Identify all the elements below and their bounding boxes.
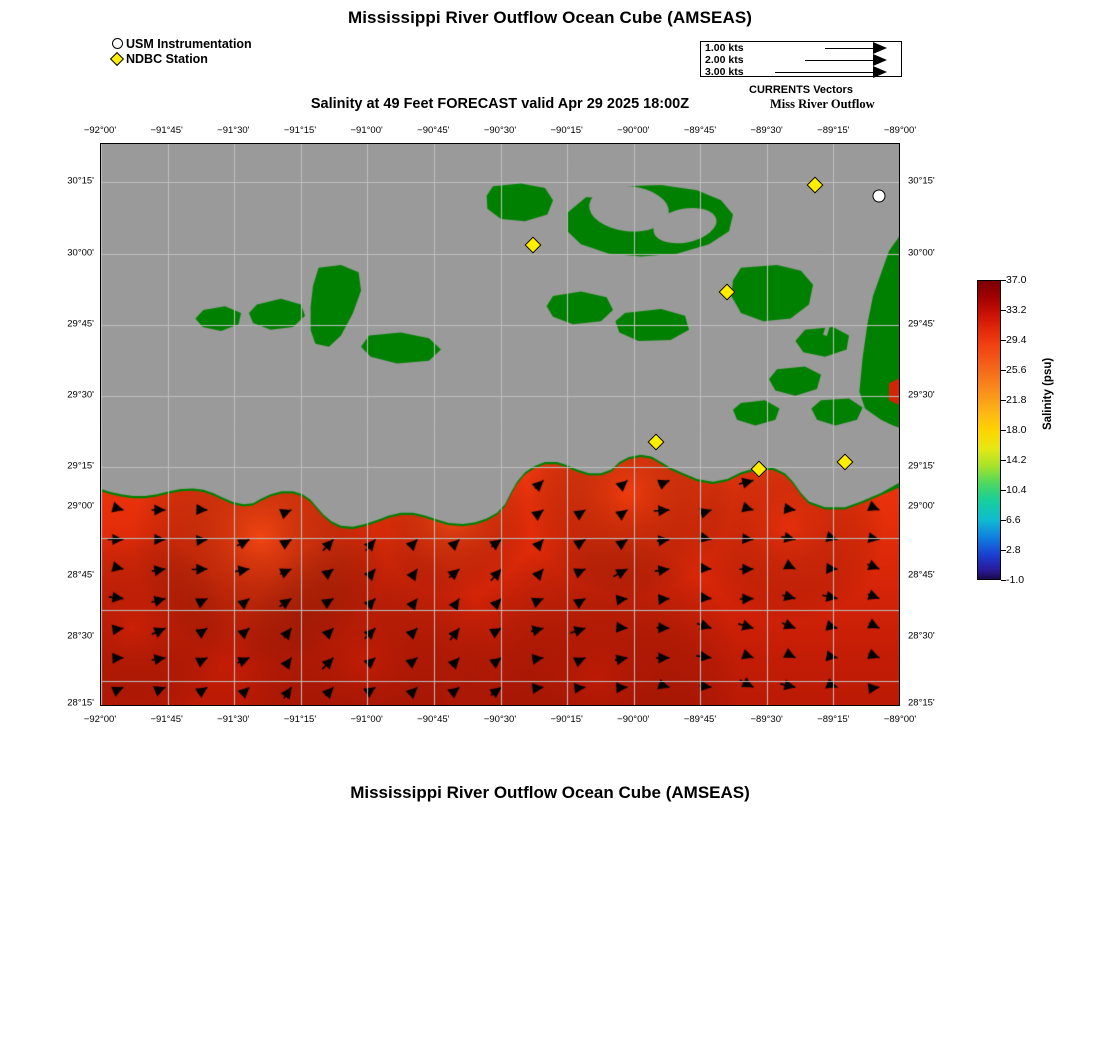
x-axis-tick-bottom: −91°15': [283, 714, 317, 725]
colorbar-tick-label: 37.0: [1006, 274, 1027, 286]
vector-key-arrow-1: [873, 42, 887, 54]
vector-key-arrow-2: [873, 54, 887, 66]
x-axis-tick-top: −90°00': [617, 125, 650, 136]
vector-key-row-2: [701, 54, 901, 66]
map-canvas[interactable]: [101, 144, 900, 706]
x-axis-tick-bottom: −92°00': [83, 714, 117, 725]
colorbar: [977, 280, 1001, 580]
colorbar-tick-label: 33.2: [1006, 304, 1027, 316]
colorbar-tick-mark: [1001, 340, 1006, 341]
colorbar-tick-label: 14.2: [1006, 454, 1027, 466]
colorbar-tick-label: 6.6: [1006, 514, 1021, 526]
x-axis-tick-top: −91°00': [350, 125, 383, 136]
x-axis-tick-bottom: −91°45': [150, 714, 183, 725]
diamond-icon: [108, 54, 126, 64]
x-axis-tick-bottom: −90°30': [483, 714, 517, 725]
x-axis-tick-bottom: −90°00': [617, 714, 650, 725]
y-axis-tick-right: 29°45': [908, 318, 935, 330]
y-axis-tick-right: 30°00': [908, 247, 935, 258]
vector-key-line-3: [775, 72, 873, 73]
colorbar-tick-label: 18.0: [1006, 424, 1027, 436]
currents-caption: CURRENTS Vectors: [749, 84, 853, 96]
colorbar-axis-label: Salinity (psu): [1042, 357, 1054, 430]
colorbar-tick-label: 10.4: [1006, 484, 1027, 496]
map-plot-area[interactable]: [100, 143, 900, 706]
x-axis-tick-top: −89°45': [683, 125, 717, 136]
y-axis-tick-left: 30°00': [67, 247, 94, 258]
river-outflow-label: Miss River Outflow: [770, 97, 875, 111]
colorbar-tick-label: 25.6: [1006, 364, 1027, 376]
y-axis-tick-left: 28°30': [67, 630, 94, 642]
y-axis-tick-left: 29°45': [67, 318, 94, 330]
legend-label-usm: USM Instrumentation: [126, 36, 252, 51]
vector-key-line-1: [825, 48, 873, 49]
y-axis-tick-right: 28°45': [908, 569, 935, 581]
colorbar-tick-mark: [1001, 460, 1006, 461]
y-axis-tick-right: 28°15': [908, 697, 935, 709]
x-axis-tick-bottom: −90°45': [417, 714, 450, 725]
page-title: Mississippi River Outflow Ocean Cube (AMSEAS): [347, 8, 753, 27]
x-axis-tick-bottom: −89°30': [750, 714, 783, 725]
vector-key-arrow-3: [873, 66, 887, 78]
colorbar-tick-mark: [1001, 550, 1006, 551]
y-axis-tick-right: 29°30': [908, 389, 935, 401]
map-legend: [108, 36, 252, 66]
y-axis-tick-right: 28°30': [908, 630, 935, 642]
x-axis-tick-top: −91°45': [150, 125, 183, 136]
colorbar-tick-mark: [1001, 520, 1006, 521]
colorbar-tick-mark: [1001, 310, 1006, 311]
colorbar-tick-label: -1.0: [1006, 574, 1025, 586]
map-subtitle: Salinity at 49 Feet FORECAST valid Apr 29 2025 18:00Z: [310, 96, 690, 112]
legend-item-ndbc: [108, 51, 252, 66]
vector-key-row-3: [701, 66, 901, 78]
x-axis-tick-bottom: −89°00': [883, 714, 917, 725]
y-axis-tick-left: 29°30': [67, 389, 94, 401]
circle-icon: [108, 38, 126, 49]
vector-key-row-1: [701, 42, 901, 54]
colorbar-tick-label: 2.8: [1006, 544, 1021, 556]
x-axis-tick-top: −89°15': [817, 125, 850, 136]
x-axis-tick-bottom: −91°00': [350, 714, 383, 725]
x-axis-tick-top: −91°15': [283, 125, 317, 136]
x-axis-tick-bottom: −91°30': [217, 714, 250, 725]
y-axis-tick-right: 29°15': [908, 460, 935, 472]
colorbar-tick-mark: [1001, 580, 1006, 581]
legend-item-usm: [108, 36, 252, 51]
y-axis-tick-left: 28°45': [67, 569, 94, 581]
x-axis-tick-bottom: −89°45': [683, 714, 717, 725]
vector-key-label-2: 2.00 kts: [705, 54, 744, 66]
y-axis-tick-left: 30°15': [67, 175, 94, 187]
colorbar-tick-mark: [1001, 490, 1006, 491]
y-axis-tick-left: 29°00': [67, 500, 94, 512]
colorbar-tick-label: 29.4: [1006, 334, 1027, 346]
x-axis-tick-bottom: −90°15': [550, 714, 583, 725]
legend-label-ndbc: NDBC Station: [126, 51, 208, 66]
y-axis-tick-left: 28°15': [67, 697, 94, 709]
x-axis-tick-top: −90°45': [417, 125, 450, 136]
y-axis-tick-right: 30°15': [908, 175, 935, 187]
x-axis-tick-bottom: −89°15': [817, 714, 850, 725]
x-axis-tick-top: −90°30': [483, 125, 517, 136]
vector-key-line-2: [805, 60, 873, 61]
x-axis-tick-top: −89°00': [883, 125, 917, 136]
x-axis-tick-top: −92°00': [83, 125, 117, 136]
colorbar-tick-mark: [1001, 400, 1006, 401]
vector-key-label-1: 1.00 kts: [705, 42, 744, 54]
x-axis-tick-top: −89°30': [750, 125, 783, 136]
y-axis-tick-left: 29°15': [67, 460, 94, 472]
bottom-title: Mississippi River Outflow Ocean Cube (AMSEAS): [350, 783, 750, 802]
currents-vector-key: [700, 41, 902, 77]
colorbar-tick-mark: [1001, 370, 1006, 371]
colorbar-tick-mark: [1001, 280, 1006, 281]
x-axis-tick-top: −90°15': [550, 125, 583, 136]
x-axis-tick-top: −91°30': [217, 125, 250, 136]
vector-key-label-3: 3.00 kts: [705, 66, 744, 78]
y-axis-tick-right: 29°00': [908, 500, 935, 512]
usm-instrumentation-marker[interactable]: [872, 190, 885, 203]
colorbar-tick-label: 21.8: [1006, 394, 1027, 406]
colorbar-tick-mark: [1001, 430, 1006, 431]
